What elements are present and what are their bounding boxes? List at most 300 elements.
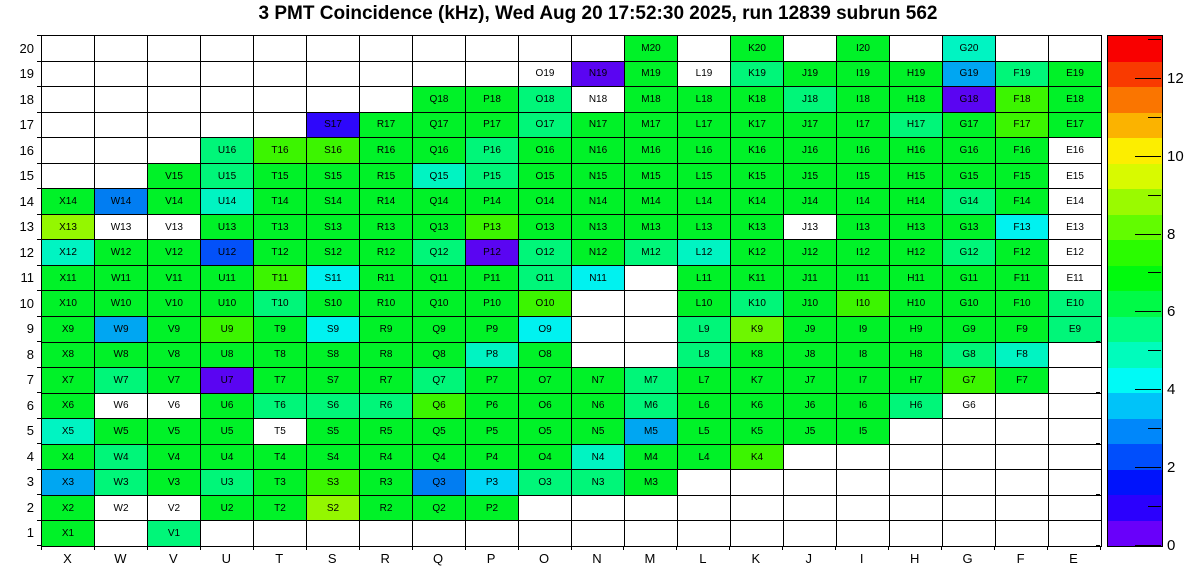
heatmap-cell: K14 (731, 189, 783, 214)
heatmap-cell (837, 445, 889, 470)
colorbar-minor-tick (1148, 272, 1161, 273)
y-axis-tick (37, 469, 41, 470)
heatmap-cell: G20 (943, 36, 995, 61)
heatmap-cell (890, 470, 942, 495)
x-axis-tick (1100, 546, 1101, 550)
heatmap-cell: O14 (519, 189, 571, 214)
heatmap-cell: O13 (519, 215, 571, 240)
heatmap-cell: T8 (254, 343, 306, 368)
heatmap-cell: Q7 (413, 368, 465, 393)
heatmap-cell: J15 (784, 164, 836, 189)
heatmap-cell: Q10 (413, 291, 465, 316)
heatmap-cell: R16 (360, 138, 412, 163)
heatmap-cell: K8 (731, 343, 783, 368)
heatmap-cell: R11 (360, 266, 412, 291)
heatmap-cell: Q6 (413, 394, 465, 419)
heatmap-cell: R2 (360, 496, 412, 521)
heatmap-cell (201, 113, 253, 138)
heatmap-cell (678, 521, 730, 546)
right-frame-tick (1096, 290, 1100, 291)
heatmap-cell: P3 (466, 470, 518, 495)
heatmap-cell: J10 (784, 291, 836, 316)
heatmap-cell: E10 (1049, 291, 1101, 316)
x-axis-tick (941, 546, 942, 550)
heatmap-cell: W4 (95, 445, 147, 470)
heatmap-cell: O11 (519, 266, 571, 291)
heatmap-cell: R9 (360, 317, 412, 342)
heatmap-cell: O8 (519, 343, 571, 368)
heatmap-cell: V7 (148, 368, 200, 393)
heatmap-cell: X10 (42, 291, 94, 316)
heatmap-cell: V14 (148, 189, 200, 214)
heatmap-cell: M7 (625, 368, 677, 393)
heatmap-cell: J12 (784, 240, 836, 265)
heatmap-cell: R8 (360, 343, 412, 368)
heatmap-cell: G17 (943, 113, 995, 138)
heatmap-cell (678, 496, 730, 521)
y-axis-tick-label: 4 (26, 448, 34, 464)
heatmap-cell: J19 (784, 62, 836, 87)
heatmap-cell: M18 (625, 87, 677, 112)
heatmap-cell: P8 (466, 343, 518, 368)
heatmap-cell: F17 (996, 113, 1048, 138)
heatmap-cell (95, 62, 147, 87)
heatmap-cell: G8 (943, 343, 995, 368)
y-axis-tick (37, 137, 41, 138)
heatmap-cell: L7 (678, 368, 730, 393)
y-axis-tick-label: 3 (26, 474, 34, 490)
heatmap-cell (307, 521, 359, 546)
heatmap-cell: V12 (148, 240, 200, 265)
heatmap-cell: W11 (95, 266, 147, 291)
heatmap-cell: L14 (678, 189, 730, 214)
heatmap-cell: J8 (784, 343, 836, 368)
y-axis-tick-label: 15 (19, 168, 34, 184)
x-axis-tick (888, 546, 889, 550)
heatmap-cell (1049, 521, 1101, 546)
heatmap-cell: H14 (890, 189, 942, 214)
heatmap-cell: L15 (678, 164, 730, 189)
heatmap-cell: I15 (837, 164, 889, 189)
colorbar-band (1108, 444, 1162, 470)
heatmap-cell: H11 (890, 266, 942, 291)
heatmap-cell (42, 164, 94, 189)
heatmap-cell: P12 (466, 240, 518, 265)
heatmap-cell (837, 521, 889, 546)
y-axis-tick (37, 316, 41, 317)
heatmap-cell: G10 (943, 291, 995, 316)
colorbar-major-tick (1135, 234, 1161, 235)
heatmap-cell (572, 36, 624, 61)
heatmap-cell: K13 (731, 215, 783, 240)
heatmap-cell: S6 (307, 394, 359, 419)
heatmap-cell (625, 496, 677, 521)
heatmap-cell: J9 (784, 317, 836, 342)
heatmap-cell: W3 (95, 470, 147, 495)
heatmap-cell (1049, 343, 1101, 368)
heatmap-cell (572, 496, 624, 521)
chart-title: 3 PMT Coincidence (kHz), Wed Aug 20 17:52:30 2025, run 12839 subrun 562 (258, 3, 938, 24)
heatmap-cell (42, 138, 94, 163)
heatmap-cell: H15 (890, 164, 942, 189)
heatmap-cell: H17 (890, 113, 942, 138)
heatmap-cell: S17 (307, 113, 359, 138)
heatmap-cell: M14 (625, 189, 677, 214)
colorbar-major-tick (1135, 311, 1161, 312)
x-axis-tick (571, 546, 572, 550)
heatmap-cell: P17 (466, 113, 518, 138)
heatmap-cell: V10 (148, 291, 200, 316)
colorbar-band (1108, 62, 1162, 88)
heatmap-cell (996, 419, 1048, 444)
heatmap-cell: W5 (95, 419, 147, 444)
heatmap-cell: R3 (360, 470, 412, 495)
heatmap-cell (784, 521, 836, 546)
heatmap-cell: E16 (1049, 138, 1101, 163)
heatmap-cell: K19 (731, 62, 783, 87)
colorbar-band (1108, 87, 1162, 113)
x-axis-tick (200, 546, 201, 550)
y-axis-tick (37, 520, 41, 521)
heatmap-cell: F19 (996, 62, 1048, 87)
heatmap-cell: W10 (95, 291, 147, 316)
heatmap-cell: U4 (201, 445, 253, 470)
y-axis-tick (37, 163, 41, 164)
heatmap-cell: L6 (678, 394, 730, 419)
x-axis-tick (253, 546, 254, 550)
heatmap-cell: N16 (572, 138, 624, 163)
x-axis-tick-label: N (592, 551, 602, 566)
heatmap-cell: K15 (731, 164, 783, 189)
heatmap-cell: G18 (943, 87, 995, 112)
heatmap-cell: P13 (466, 215, 518, 240)
y-axis-tick (37, 35, 41, 36)
heatmap-cell: G14 (943, 189, 995, 214)
heatmap-cell: T6 (254, 394, 306, 419)
heatmap-cell: T14 (254, 189, 306, 214)
heatmap-cell: V8 (148, 343, 200, 368)
heatmap-cell: I12 (837, 240, 889, 265)
right-frame-tick (1096, 443, 1100, 444)
heatmap-cell (95, 164, 147, 189)
heatmap-cell (95, 36, 147, 61)
heatmap-cell: N13 (572, 215, 624, 240)
heatmap-cell: W8 (95, 343, 147, 368)
x-axis-tick-label: P (486, 551, 496, 566)
colorbar-tick-label: 6 (1167, 303, 1176, 321)
heatmap-cell: O7 (519, 368, 571, 393)
colorbar-band (1108, 495, 1162, 521)
heatmap-cell (1049, 394, 1101, 419)
heatmap-cell (1049, 496, 1101, 521)
heatmap-cell: Q17 (413, 113, 465, 138)
heatmap-cell: N12 (572, 240, 624, 265)
heatmap-cell: J6 (784, 394, 836, 419)
heatmap-cell: E15 (1049, 164, 1101, 189)
heatmap-cell: L13 (678, 215, 730, 240)
heatmap-cell: E12 (1049, 240, 1101, 265)
heatmap-cell: I13 (837, 215, 889, 240)
heatmap-cell (996, 445, 1048, 470)
y-axis-tick-label: 7 (26, 372, 34, 388)
heatmap-cell: T10 (254, 291, 306, 316)
heatmap-cell: T9 (254, 317, 306, 342)
y-axis-tick (37, 188, 41, 189)
heatmap-cell: F16 (996, 138, 1048, 163)
heatmap-cell: Q3 (413, 470, 465, 495)
heatmap-cell: U12 (201, 240, 253, 265)
right-frame-tick (1096, 418, 1100, 419)
heatmap-cell: R14 (360, 189, 412, 214)
heatmap-cell: N18 (572, 87, 624, 112)
heatmap-cell: K5 (731, 419, 783, 444)
heatmap-cell: H16 (890, 138, 942, 163)
heatmap-cell: X3 (42, 470, 94, 495)
heatmap-cell: T12 (254, 240, 306, 265)
heatmap-cell: I7 (837, 368, 889, 393)
heatmap-cell: E9 (1049, 317, 1101, 342)
heatmap-cell: K7 (731, 368, 783, 393)
x-axis-tick-label: E (1069, 551, 1078, 566)
x-axis-tick-label: L (699, 551, 707, 566)
heatmap-cell: Q9 (413, 317, 465, 342)
heatmap-cell: X5 (42, 419, 94, 444)
heatmap-cell (148, 138, 200, 163)
y-axis-tick (37, 545, 41, 546)
heatmap-cell (625, 317, 677, 342)
heatmap-cell: F7 (996, 368, 1048, 393)
heatmap-cell: L18 (678, 87, 730, 112)
heatmap-cell: X7 (42, 368, 94, 393)
heatmap-cell: I20 (837, 36, 889, 61)
heatmap-cell (413, 36, 465, 61)
colorbar-tick-label: 12 (1167, 69, 1184, 87)
heatmap-cell: X6 (42, 394, 94, 419)
heatmap-cell: L4 (678, 445, 730, 470)
heatmap-cell: V5 (148, 419, 200, 444)
heatmap-cell: X9 (42, 317, 94, 342)
heatmap-cell (837, 470, 889, 495)
heatmap-cell: X12 (42, 240, 94, 265)
heatmap-cell (678, 470, 730, 495)
x-axis-tick (729, 546, 730, 550)
x-axis-tick (623, 546, 624, 550)
heatmap-cell (519, 496, 571, 521)
heatmap-cell: P14 (466, 189, 518, 214)
heatmap-cell (413, 521, 465, 546)
y-axis-tick-label: 17 (19, 117, 34, 133)
heatmap-cell: M20 (625, 36, 677, 61)
heatmap-cell (307, 87, 359, 112)
heatmap-cell (360, 521, 412, 546)
x-axis-tick-label: M (644, 551, 656, 566)
heatmap-cell: K4 (731, 445, 783, 470)
colorbar-band (1108, 419, 1162, 445)
heatmap-cell: V15 (148, 164, 200, 189)
right-frame-tick (1096, 137, 1100, 138)
x-axis-tick-label: O (538, 551, 550, 566)
right-frame-tick (1096, 520, 1100, 521)
y-axis-tick (37, 61, 41, 62)
heatmap-cell: P10 (466, 291, 518, 316)
heatmap-cell (254, 521, 306, 546)
heatmap-cell (201, 62, 253, 87)
heatmap-cell: N11 (572, 266, 624, 291)
heatmap-cell: M15 (625, 164, 677, 189)
heatmap-cell (996, 394, 1048, 419)
heatmap-cell: M13 (625, 215, 677, 240)
heatmap-cell: E18 (1049, 87, 1101, 112)
heatmap-cell: G13 (943, 215, 995, 240)
heatmap-cell (996, 36, 1048, 61)
heatmap-grid (41, 35, 1102, 547)
heatmap-cell (943, 470, 995, 495)
heatmap-cell: Q14 (413, 189, 465, 214)
heatmap-cell: I14 (837, 189, 889, 214)
right-frame-tick (1096, 265, 1100, 266)
y-axis-tick (37, 367, 41, 368)
heatmap-cell: U6 (201, 394, 253, 419)
heatmap-cell: F15 (996, 164, 1048, 189)
heatmap-cell: H9 (890, 317, 942, 342)
heatmap-cell: N7 (572, 368, 624, 393)
heatmap-cell: R6 (360, 394, 412, 419)
heatmap-cell: M12 (625, 240, 677, 265)
colorbar (1107, 35, 1163, 547)
heatmap-cell: N15 (572, 164, 624, 189)
x-axis-tick (994, 546, 995, 550)
heatmap-cell: P6 (466, 394, 518, 419)
heatmap-cell (731, 470, 783, 495)
heatmap-cell (360, 62, 412, 87)
colorbar-band (1108, 470, 1162, 496)
heatmap-cell (95, 138, 147, 163)
heatmap-cell: T15 (254, 164, 306, 189)
heatmap-cell: N6 (572, 394, 624, 419)
heatmap-cell (890, 496, 942, 521)
y-axis-tick (37, 341, 41, 342)
heatmap-cell: Q8 (413, 343, 465, 368)
heatmap-cell (519, 521, 571, 546)
heatmap-cell: R4 (360, 445, 412, 470)
heatmap-cell (307, 62, 359, 87)
heatmap-cell: F10 (996, 291, 1048, 316)
heatmap-cell: P15 (466, 164, 518, 189)
heatmap-cell: W2 (95, 496, 147, 521)
heatmap-cell (148, 36, 200, 61)
heatmap-cell: F9 (996, 317, 1048, 342)
heatmap-cell: S3 (307, 470, 359, 495)
x-axis-tick (1047, 546, 1048, 550)
heatmap-cell: U3 (201, 470, 253, 495)
heatmap-cell: Q2 (413, 496, 465, 521)
heatmap-cell (837, 496, 889, 521)
heatmap-cell: I9 (837, 317, 889, 342)
heatmap-cell: O5 (519, 419, 571, 444)
y-axis-tick-label: 14 (19, 193, 34, 209)
heatmap-cell: M4 (625, 445, 677, 470)
x-axis-tick (676, 546, 677, 550)
heatmap-cell: Q5 (413, 419, 465, 444)
heatmap-cell: O19 (519, 62, 571, 87)
colorbar-major-tick (1135, 545, 1161, 546)
heatmap-cell: G9 (943, 317, 995, 342)
heatmap-cell: S2 (307, 496, 359, 521)
heatmap-cell: T3 (254, 470, 306, 495)
heatmap-cell: U7 (201, 368, 253, 393)
heatmap-cell: I19 (837, 62, 889, 87)
x-axis-tick-label: X (63, 551, 72, 566)
heatmap-cell: L8 (678, 343, 730, 368)
y-axis-tick-label: 13 (19, 219, 34, 235)
heatmap-cell: E17 (1049, 113, 1101, 138)
colorbar-major-tick (1135, 78, 1161, 79)
y-axis-tick (37, 112, 41, 113)
heatmap-cell: J17 (784, 113, 836, 138)
heatmap-cell: K16 (731, 138, 783, 163)
colorbar-band (1108, 266, 1162, 292)
y-axis-tick-label: 19 (19, 66, 34, 82)
heatmap-cell (890, 521, 942, 546)
heatmap-cell: F14 (996, 189, 1048, 214)
heatmap-cell: M19 (625, 62, 677, 87)
heatmap-cell: M6 (625, 394, 677, 419)
y-axis-tick (37, 239, 41, 240)
x-axis-tick-label: Q (433, 551, 444, 566)
heatmap-cell: N19 (572, 62, 624, 87)
heatmap-cell (731, 496, 783, 521)
heatmap-cell (625, 266, 677, 291)
heatmap-cell: R7 (360, 368, 412, 393)
heatmap-cell: K12 (731, 240, 783, 265)
right-frame-tick (1096, 367, 1100, 368)
heatmap-cell: H18 (890, 87, 942, 112)
colorbar-major-tick (1135, 467, 1161, 468)
heatmap-cell: V9 (148, 317, 200, 342)
y-axis-tick-label: 9 (26, 321, 34, 337)
heatmap-cell: J13 (784, 215, 836, 240)
heatmap-cell: P7 (466, 368, 518, 393)
heatmap-cell (784, 470, 836, 495)
heatmap-cell: X2 (42, 496, 94, 521)
heatmap-cell: L17 (678, 113, 730, 138)
colorbar-minor-tick (1148, 428, 1161, 429)
y-axis-tick-label: 18 (19, 91, 34, 107)
heatmap-cell: H6 (890, 394, 942, 419)
colorbar-band (1108, 393, 1162, 419)
y-axis-tick (37, 265, 41, 266)
heatmap-cell: J18 (784, 87, 836, 112)
heatmap-cell: R15 (360, 164, 412, 189)
y-axis-tick-label: 8 (26, 346, 34, 362)
y-axis-tick-label: 20 (19, 40, 34, 56)
heatmap-cell: U10 (201, 291, 253, 316)
colorbar-band (1108, 138, 1162, 164)
heatmap-cell: O18 (519, 87, 571, 112)
heatmap-cell: S8 (307, 343, 359, 368)
heatmap-cell: E19 (1049, 62, 1101, 87)
heatmap-cell: T2 (254, 496, 306, 521)
heatmap-cell (466, 62, 518, 87)
heatmap-cell: Q11 (413, 266, 465, 291)
heatmap-cell: F12 (996, 240, 1048, 265)
heatmap-cell (572, 521, 624, 546)
colorbar-tick-label: 4 (1167, 381, 1176, 399)
heatmap-cell: T5 (254, 419, 306, 444)
heatmap-cell: H8 (890, 343, 942, 368)
y-axis-tick (37, 443, 41, 444)
y-axis-tick-label: 10 (19, 295, 34, 311)
